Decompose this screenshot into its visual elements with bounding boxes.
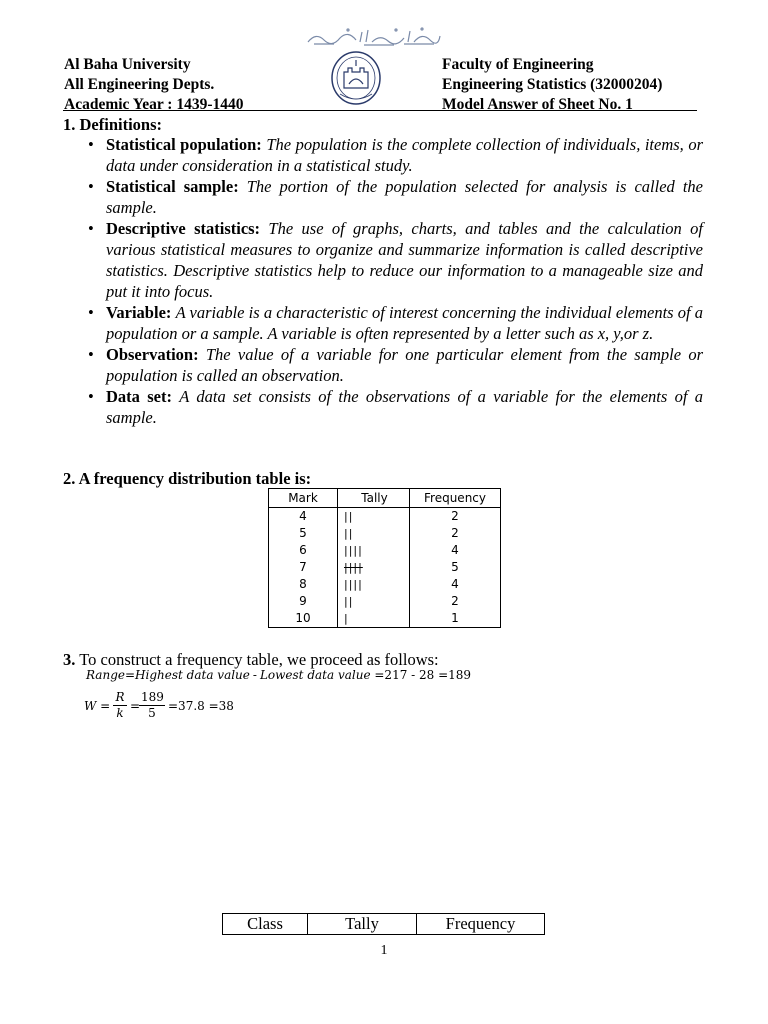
page-number: 1 — [380, 943, 388, 958]
frequency-cell: 2 — [410, 525, 501, 542]
width-fraction-values — [139, 690, 165, 721]
table-row — [269, 576, 501, 593]
definition-text: The use of graphs, charts, and tables and the calculation of various statistical measures to organize and summarize information is called descriptive statistics. Descriptive statistics help to reduce our information to a manageable size and put it into focus. — [106, 219, 703, 301]
definition-term: Descriptive statistics: — [106, 219, 261, 238]
fraction-numerator: 189 — [141, 690, 164, 704]
university-logo — [330, 48, 382, 106]
course-name: Engineering Statistics (32000204) — [442, 76, 663, 93]
tally-cell: | — [344, 612, 349, 625]
table-header-row — [223, 914, 545, 935]
bismillah-calligraphy — [304, 26, 442, 48]
range-highest: Highest data value — [135, 668, 250, 682]
column-header-frequency: Frequency — [410, 489, 501, 508]
range-formula — [86, 668, 471, 682]
range-minus: - — [252, 668, 257, 682]
header-right — [442, 55, 662, 115]
table-row — [269, 559, 501, 576]
range-equals: = — [124, 668, 136, 682]
tally-cell: || — [344, 595, 354, 608]
fraction-denominator: 5 — [148, 706, 156, 720]
fraction-numerator: R — [113, 690, 127, 706]
table-row — [269, 593, 501, 610]
frequency-cell: 1 — [410, 610, 501, 628]
width-fraction-rk — [113, 690, 127, 721]
university-name: Al Baha University — [64, 56, 191, 73]
mark-cell: 5 — [269, 525, 338, 542]
definition-item — [63, 176, 703, 218]
mark-cell: 7 — [269, 559, 338, 576]
bullet-icon: • — [88, 387, 94, 406]
departments: All Engineering Depts. — [64, 76, 215, 93]
width-result: =37.8 =38 — [168, 699, 234, 713]
range-values: =217 - 28 =189 — [374, 668, 472, 682]
bullet-icon: • — [88, 177, 94, 196]
table-row — [269, 525, 501, 542]
frequency-cell: 5 — [410, 559, 501, 576]
tally-cell: || — [344, 510, 354, 523]
bullet-icon: • — [88, 303, 94, 322]
frequency-table — [268, 488, 501, 628]
header-left — [64, 55, 244, 115]
section-frequency-title: 2. A frequency distribution table is: — [63, 469, 312, 488]
definition-text: The portion of the population selected for analysis is called the sample. — [106, 177, 703, 217]
class-table — [222, 913, 545, 935]
academic-year: Academic Year : 1439-1440 — [64, 96, 244, 113]
frequency-cell: 4 — [410, 576, 501, 593]
section-number: 3. — [63, 650, 76, 669]
column-header-tally: Tally — [308, 914, 417, 935]
frequency-cell: 2 — [410, 508, 501, 526]
fraction-denominator: k — [116, 706, 124, 720]
column-header-tally: Tally — [338, 489, 410, 508]
definition-item — [63, 344, 703, 386]
range-lowest: Lowest data value — [259, 668, 371, 682]
bullet-icon: • — [88, 219, 94, 238]
column-header-frequency: Frequency — [417, 914, 545, 935]
section-definitions-title: 1. Definitions: — [63, 115, 162, 134]
definition-term: Observation: — [106, 345, 199, 364]
definition-term: Statistical population: — [106, 135, 262, 154]
frequency-cell: 2 — [410, 593, 501, 610]
definition-term: Statistical sample: — [106, 177, 239, 196]
frequency-cell: 4 — [410, 542, 501, 559]
table-row — [269, 542, 501, 559]
column-header-class: Class — [223, 914, 308, 935]
column-header-mark: Mark — [269, 489, 338, 508]
definition-text: The value of a variable for one particular element from the sample or population is called an observation. — [106, 345, 703, 385]
sheet-title: Model Answer of Sheet No. 1 — [442, 96, 633, 113]
definition-term: Data set: — [106, 387, 172, 406]
header-rule — [63, 110, 697, 111]
definition-text: A data set consists of the observations of a variable for the elements of a sample. — [106, 387, 703, 427]
section-construct-paragraph — [63, 649, 439, 670]
tally-cell: |||| — [344, 561, 363, 574]
table-row — [269, 508, 501, 526]
definition-item — [63, 134, 703, 176]
bullet-icon: • — [88, 135, 94, 154]
definition-term: Variable: — [106, 303, 172, 322]
range-label: Range — [86, 668, 125, 682]
tally-cell: |||| — [344, 578, 363, 591]
mark-cell: 8 — [269, 576, 338, 593]
definition-text: A variable is a characteristic of interest concerning the individual elements of a population or a sample. A variable is often represented by a letter such as x, y,or z. — [106, 303, 703, 343]
definitions-list — [63, 134, 703, 428]
mark-cell: 10 — [269, 610, 338, 628]
definition-text: The population is the complete collection of individuals, items, or data under consideration in a statistical study. — [106, 135, 703, 175]
mark-cell: 6 — [269, 542, 338, 559]
faculty-name: Faculty of Engineering — [442, 56, 594, 73]
definition-item — [63, 386, 703, 428]
tally-cell: |||| — [344, 544, 363, 557]
table-header-row — [269, 489, 501, 508]
width-formula-lhs: W = — [84, 699, 111, 713]
bullet-icon: • — [88, 345, 94, 364]
table-row — [269, 610, 501, 628]
mark-cell: 4 — [269, 508, 338, 526]
section-construct-text: To construct a frequency table, we proceed as follows: — [79, 650, 439, 669]
definition-item — [63, 218, 703, 302]
definition-item — [63, 302, 703, 344]
mark-cell: 9 — [269, 593, 338, 610]
width-equals: = — [130, 699, 141, 713]
tally-cell: || — [344, 527, 354, 540]
